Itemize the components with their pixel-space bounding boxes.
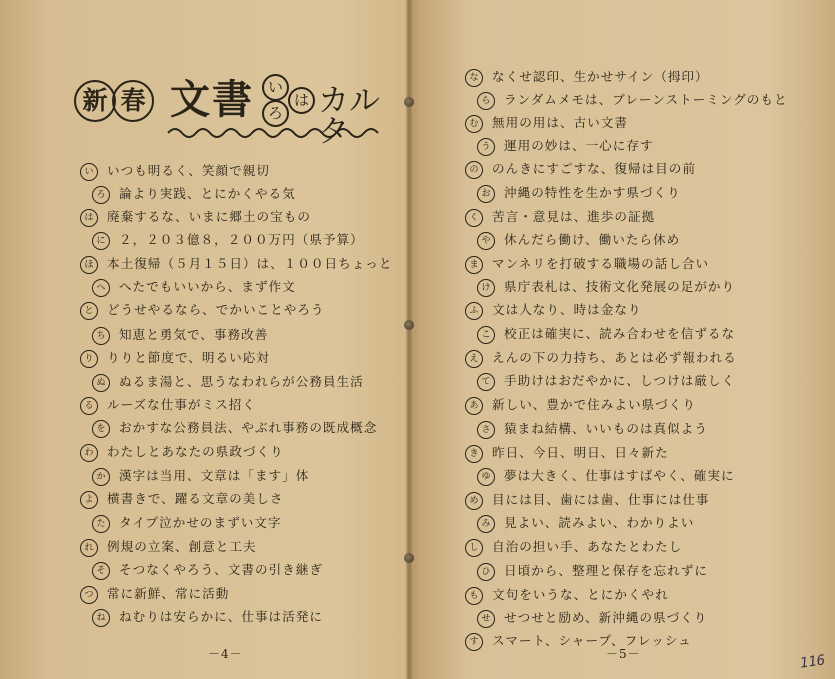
karuta-text: なくせ認印、生かせサイン（拇印） xyxy=(492,69,709,84)
karuta-line xyxy=(80,584,229,604)
karuta-text: そつなくやろう、文書の引き継ぎ xyxy=(119,562,323,577)
karuta-text: ２，２０３億８，２００万円（県予算） xyxy=(119,232,364,247)
kana-circle-mark: や xyxy=(477,232,495,250)
karuta-text: タイプ泣かせのまずい文字 xyxy=(119,515,282,530)
kana-circle-mark: に xyxy=(92,232,110,250)
title-small-circled-char: ろ xyxy=(262,100,289,127)
kana-circle-mark: み xyxy=(477,515,495,533)
kana-circle-mark: り xyxy=(80,350,98,368)
title-circled-char: 春 xyxy=(112,80,154,122)
title-main-text: 文書 xyxy=(170,76,254,123)
karuta-text: 無用の用は、古い文書 xyxy=(492,115,628,130)
karuta-line xyxy=(465,585,669,605)
karuta-text: 見よい、読みよい、わかりよい xyxy=(504,515,695,530)
karuta-text: 猿まね結構、いいものは真似よう xyxy=(504,421,708,436)
karuta-line xyxy=(465,348,737,368)
karuta-text: 漢字は当用、文章は「ます」体 xyxy=(119,468,310,483)
karuta-line xyxy=(80,254,392,274)
karuta-text: 夢は大きく、仕事はすばやく、確実に xyxy=(504,468,735,483)
karuta-text: へたでもいいから、まず作文 xyxy=(119,279,296,294)
kana-circle-mark: ふ xyxy=(465,302,483,320)
karuta-line xyxy=(477,513,694,533)
kana-circle-mark: そ xyxy=(92,562,110,580)
kana-circle-mark: き xyxy=(465,445,483,463)
kana-circle-mark: ほ xyxy=(80,256,98,274)
karuta-text: ねむりは安らかに、仕事は活発に xyxy=(119,609,323,624)
karuta-text: 論より実践、とにかくやる気 xyxy=(119,186,296,201)
karuta-line xyxy=(477,230,680,250)
karuta-line xyxy=(477,371,735,391)
karuta-text: 廃棄するな、いまに郷土の宝もの xyxy=(107,209,311,224)
page-title xyxy=(74,74,394,150)
karuta-text: どうせやるなら、でかいことやろう xyxy=(107,302,325,317)
karuta-line xyxy=(80,489,283,509)
kana-circle-mark: し xyxy=(465,539,483,557)
kana-circle-mark: め xyxy=(465,492,483,510)
kana-circle-mark: た xyxy=(92,515,110,533)
kana-circle-mark: ろ xyxy=(92,186,110,204)
karuta-text: おかすな公務員法、やぶれ事務の既成概念 xyxy=(119,420,378,435)
karuta-text: 文句をいうな、とにかくやれ xyxy=(492,587,669,602)
karuta-text: 県庁表札は、技術文化発展の足がかり xyxy=(504,279,736,294)
kana-circle-mark: ら xyxy=(477,92,495,110)
karuta-text: ルーズな仕事がミス招く xyxy=(107,397,256,412)
karuta-line xyxy=(80,207,311,227)
karuta-line xyxy=(92,466,309,486)
karuta-text: 沖縄の特性を生かす県づくり xyxy=(504,185,681,200)
karuta-text: 目には目、歯には歯、仕事には仕事 xyxy=(492,492,710,507)
karuta-text: えんの下の力持ち、あとは必ず報われる xyxy=(492,350,737,365)
karuta-text: 手助けはおだやかに、しつけは厳しく xyxy=(504,373,736,388)
kana-circle-mark: へ xyxy=(92,279,110,297)
kana-circle-mark: つ xyxy=(80,586,98,604)
karuta-text: 校正は確実に、読み合わせを信ずるな xyxy=(504,326,736,341)
karuta-line xyxy=(465,254,709,274)
kana-circle-mark: さ xyxy=(477,421,495,439)
title-circled-char: 新 xyxy=(74,80,116,122)
karuta-line xyxy=(465,300,642,320)
kana-circle-mark: せ xyxy=(477,610,495,628)
karuta-line xyxy=(92,560,323,580)
karuta-line xyxy=(465,395,696,415)
handwritten-page-note: 116 xyxy=(799,652,827,672)
karuta-text: のんきにすごすな、復帰は目の前 xyxy=(492,161,696,176)
right-page xyxy=(410,0,835,679)
karuta-line xyxy=(477,324,735,344)
karuta-line xyxy=(477,608,707,628)
karuta-line xyxy=(465,159,696,179)
kana-circle-mark: れ xyxy=(80,539,98,557)
karuta-text: スマート、シャープ、フレッシュ xyxy=(492,633,692,648)
kana-circle-mark: ね xyxy=(92,609,110,627)
karuta-text: 新しい、豊かで住みよい県づくり xyxy=(492,397,696,412)
karuta-line xyxy=(80,348,270,368)
page-number: －5－ xyxy=(606,647,641,661)
kana-circle-mark: う xyxy=(477,138,495,156)
title-underline-wave xyxy=(166,123,386,141)
karuta-text: いつも明るく、笑顔で親切 xyxy=(107,163,270,178)
kana-circle-mark: ま xyxy=(465,256,483,274)
karuta-line xyxy=(80,161,270,181)
karuta-line xyxy=(477,419,708,439)
karuta-line xyxy=(465,537,682,557)
karuta-line xyxy=(465,113,628,133)
karuta-text: りりと節度で、明るい応対 xyxy=(107,350,270,365)
kana-circle-mark: え xyxy=(465,350,483,368)
karuta-line xyxy=(92,607,323,627)
karuta-line xyxy=(92,277,296,297)
karuta-text: ランダムメモは、ブレーンストーミングのもと xyxy=(504,92,788,107)
karuta-line xyxy=(92,372,364,392)
kana-circle-mark: ゆ xyxy=(477,468,495,486)
karuta-line xyxy=(92,230,364,250)
kana-circle-mark: て xyxy=(477,373,495,391)
karuta-text: 自治の担い手、あなたとわたし xyxy=(492,539,683,554)
karuta-line xyxy=(477,466,735,486)
kana-circle-mark: な xyxy=(465,69,483,87)
karuta-text: マンネリを打破する職場の話し合い xyxy=(492,256,710,271)
karuta-text: 運用の妙は、一心に存す xyxy=(504,138,654,153)
karuta-text: 休んだら働け、働いたら休め xyxy=(504,232,681,247)
kana-circle-mark: い xyxy=(80,163,98,181)
karuta-line xyxy=(80,537,257,557)
karuta-line xyxy=(465,67,709,87)
karuta-line xyxy=(477,277,735,297)
karuta-line xyxy=(465,443,669,463)
karuta-text: 日頃から、整理と保存を忘れずに xyxy=(504,563,708,578)
kana-circle-mark: お xyxy=(477,185,495,203)
karuta-text: 文は人なり、時は金なり xyxy=(492,302,642,317)
title-small-circled-char: い xyxy=(262,74,289,101)
karuta-line xyxy=(465,490,710,510)
karuta-text: 横書きで、躍る文章の美しさ xyxy=(107,491,284,506)
title-tail-text: カルタ xyxy=(318,83,380,150)
karuta-line xyxy=(477,183,681,203)
kana-circle-mark: す xyxy=(465,633,483,651)
left-page xyxy=(0,0,410,679)
kana-circle-mark: け xyxy=(477,279,495,297)
karuta-line xyxy=(80,300,325,320)
kana-circle-mark: わ xyxy=(80,444,98,462)
karuta-line xyxy=(92,184,296,204)
karuta-text: ぬるま湯と、思うなわれらが公務員生活 xyxy=(119,374,364,389)
karuta-text: 常に新鮮、常に活動 xyxy=(107,586,230,601)
karuta-text: せつせと励め、新沖縄の県づくり xyxy=(504,610,708,625)
karuta-text: わたしとあなたの県政づくり xyxy=(107,444,284,459)
kana-circle-mark: あ xyxy=(465,397,483,415)
kana-circle-mark: と xyxy=(80,302,98,320)
karuta-line xyxy=(477,136,654,156)
karuta-line xyxy=(465,207,655,227)
karuta-text: 本土復帰（５月１５日）は、１００日ちょっと xyxy=(107,256,393,271)
title-small-circled-char: は xyxy=(288,87,315,114)
kana-circle-mark: く xyxy=(465,209,483,227)
karuta-line xyxy=(92,325,268,345)
kana-circle-mark: ひ xyxy=(477,563,495,581)
karuta-line xyxy=(92,418,377,438)
page-number: －4－ xyxy=(208,647,243,661)
kana-circle-mark: か xyxy=(92,468,110,486)
kana-circle-mark: よ xyxy=(80,491,98,509)
karuta-text: 例規の立案、創意と工夫 xyxy=(107,539,257,554)
karuta-line xyxy=(80,395,256,415)
kana-circle-mark: の xyxy=(465,161,483,179)
kana-circle-mark: む xyxy=(465,115,483,133)
karuta-line xyxy=(477,90,788,110)
kana-circle-mark: も xyxy=(465,587,483,605)
karuta-line xyxy=(80,442,284,462)
kana-circle-mark: ち xyxy=(92,327,110,345)
kana-circle-mark: こ xyxy=(477,326,495,344)
kana-circle-mark: る xyxy=(80,397,98,415)
karuta-line xyxy=(92,513,282,533)
karuta-line xyxy=(477,561,708,581)
karuta-text: 知恵と勇気で、事務改善 xyxy=(119,327,269,342)
karuta-text: 昨日、今日、明日、日々新た xyxy=(492,445,669,460)
karuta-text: 苦言・意見は、進歩の証拠 xyxy=(492,209,656,224)
kana-circle-mark: を xyxy=(92,420,110,438)
karuta-line xyxy=(465,631,692,651)
kana-circle-mark: は xyxy=(80,209,98,227)
kana-circle-mark: ぬ xyxy=(92,374,110,392)
